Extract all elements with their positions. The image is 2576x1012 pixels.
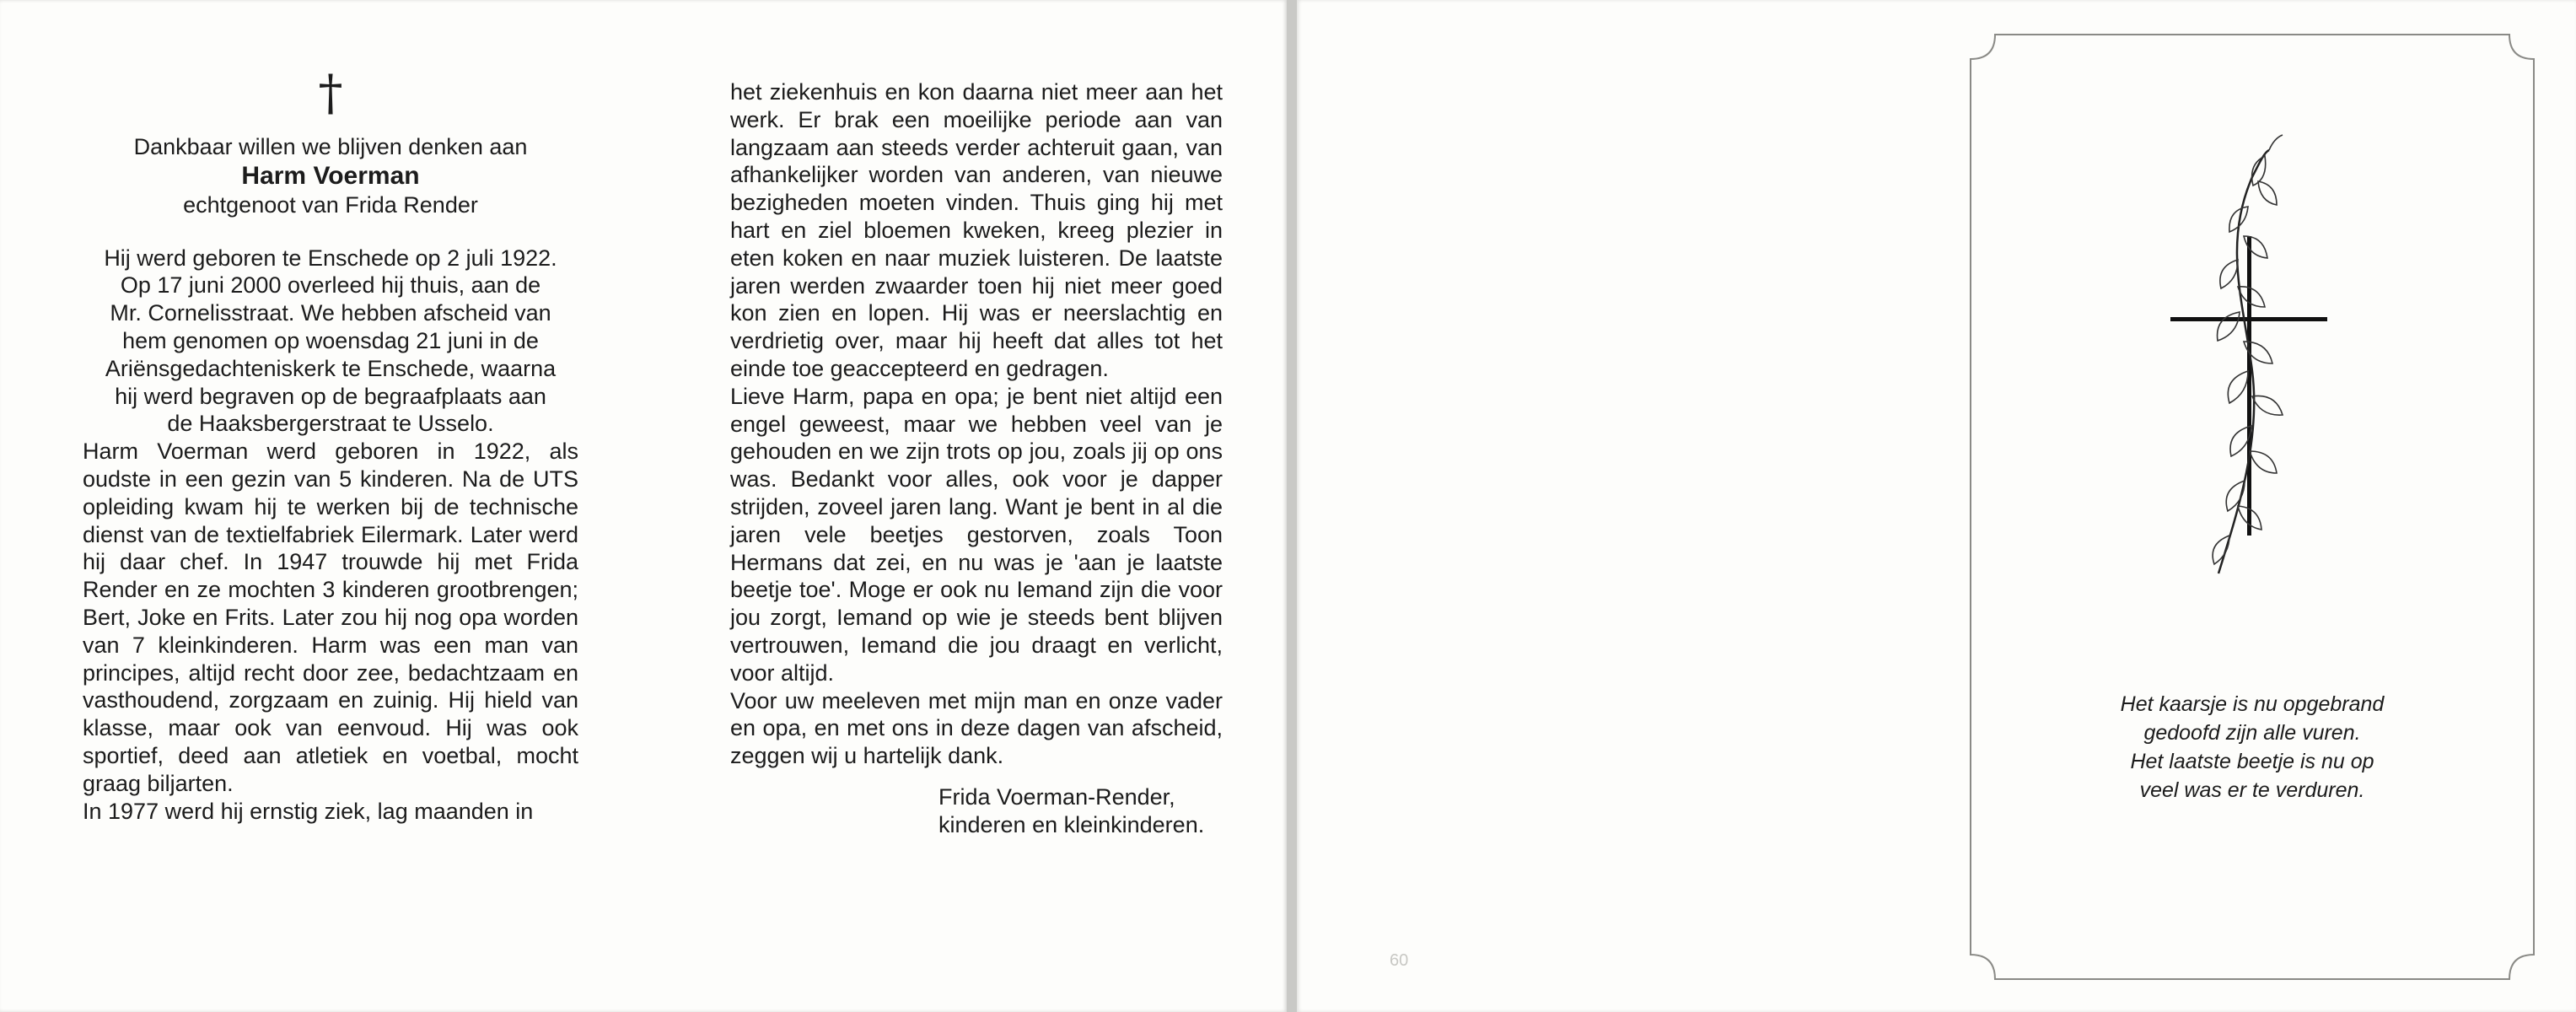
birth-death-line: Ariënsgedachteniskerk te Enschede, waarna xyxy=(105,355,557,381)
biography-paragraph: Harm Voerman werd geboren in 1922, als oudste in een gezin van 5 kinderen. Na de UTS opleiding kwam hij te werken bij de technische dienst van de textielfabriek Eilermark. Later werd hij daar chef. In 1947 trouwde hij met Frida Render en ze mochten 3 kinderen grootbrengen; Bert, Joke en Frits. Later zou hij nog opa worden van 7 kleinkinderen. Harm was een man van principes, altijd recht door zee, bedachtzaam en vasthoudend, zorgzaam en zuinig. Hij hield van klasse, maar ook van eenvoud. Hij was ook sportief, deed aan atletiek en voetbal, mocht graag biljarten. xyxy=(83,439,578,796)
page-number: 60 xyxy=(1390,951,1409,970)
spouse-line: echtgenoot van Frida Render xyxy=(183,191,478,218)
poem-line: Het laatste beetje is nu op xyxy=(2130,750,2374,773)
birth-death-line: Hij werd geboren te Enschede op 2 juli 1922. xyxy=(104,245,557,271)
poem-line: veel was er te verduren. xyxy=(2139,778,2365,802)
center-fold xyxy=(1287,0,1297,1012)
signature-line: Frida Voerman-Render, xyxy=(938,783,1175,810)
poem-line: gedoofd zijn alle vuren. xyxy=(2143,721,2361,745)
poem-block xyxy=(1970,690,2535,805)
cross-icon: † xyxy=(318,64,343,121)
birth-death-block xyxy=(83,245,578,439)
signature-line: kinderen en kleinkinderen. xyxy=(938,811,1205,837)
biography-paragraph: het ziekenhuis en kon daarna niet meer aan het werk. Er brak een moeilijke periode aan van langzaam aan steeds verder achteruit gaan, van afhankelijker worden van anderen, van nieuwe bezigheden moeten vinden. Thuis ging hij met hart en ziel bloemen kweken, kreeg plezier in eten koken en naar muziek luisteren. De laatste jaren werden zwaarder toen hij niet meer goed kon zien en lopen. Hij was er neerslachtig en verdrietig over, maar hij heeft dat alles tot het einde toe geaccepteerd en gedragen. xyxy=(730,79,1223,381)
birth-death-line: Mr. Cornelisstraat. We hebben afscheid van xyxy=(110,300,551,326)
middle-page-column xyxy=(730,78,1223,839)
tribute-paragraph: Lieve Harm, papa en opa; je bent niet altijd een engel geweest, maar we hebben veel van je gehouden en we zijn trots op jou, zoals jij op ons was. Bedankt voor alles, ook voor je dapper strijden, zoveel jaren lang. Want je bent in al die jaren vele beetjes gestorven, zoals Toon Hermans dat zei, en nu was je 'aan je laatste beetje toe'. Moge er ook nu Iemand zijn die voor jou zorgt, Iemand op wie je steeds bent blijven vertrouwen, Iemand die jou draagt en verlicht, voor altijd. xyxy=(730,383,1223,686)
thanks-paragraph: Voor uw meeleven met mijn man en onze vader en opa, en met ons in deze dagen van afscheid, zeggen wij u hartelijk dank. xyxy=(730,687,1223,769)
birth-death-line: hem genomen op woensdag 21 juni in de xyxy=(122,327,539,353)
birth-death-line: de Haaksbergerstraat te Usselo. xyxy=(167,411,494,437)
memorial-card-frame xyxy=(1970,34,2535,980)
deceased-name: Harm Voerman xyxy=(241,161,420,190)
birth-death-line: Op 17 juni 2000 overleed hij thuis, aan de xyxy=(120,272,541,299)
intro-text: Dankbaar willen we blijven denken aan xyxy=(133,134,528,159)
biography-continuation: In 1977 werd hij ernstig ziek, lag maanden in xyxy=(83,798,534,824)
birth-death-line: hij werd begraven op de begraafplaats aan xyxy=(115,383,546,409)
poem-line: Het kaarsje is nu opgebrand xyxy=(2120,692,2385,716)
left-page-column xyxy=(83,64,578,825)
cross-with-olive-branch-icon xyxy=(1970,34,2535,980)
signature-block xyxy=(938,783,1223,839)
